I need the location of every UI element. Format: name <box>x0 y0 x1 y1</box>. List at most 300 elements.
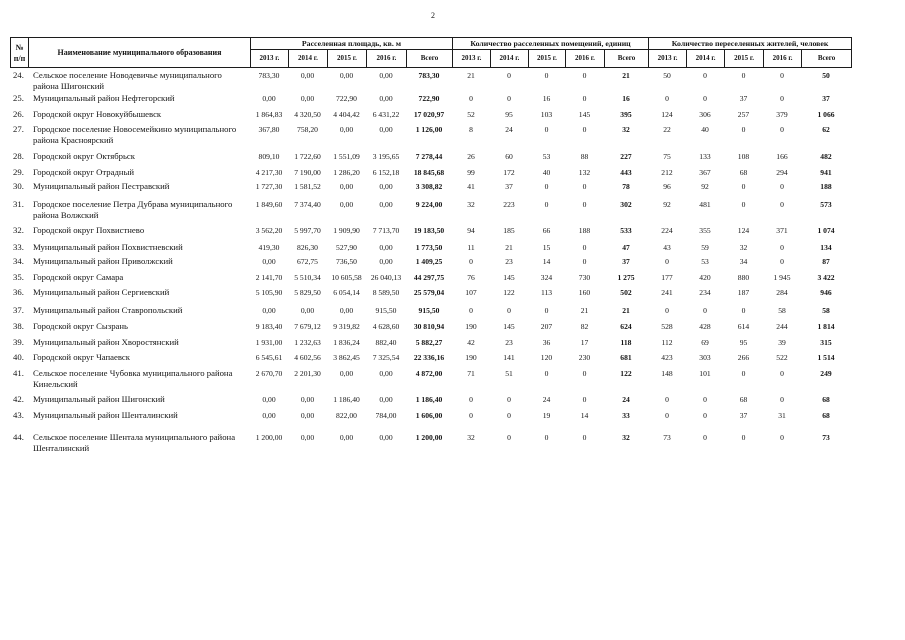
residents-2015-cell: 37 <box>739 93 748 103</box>
area-2016-cell: 0,00 <box>379 199 393 209</box>
residents-2016-cell: 244 <box>776 321 788 331</box>
row-number: 26. <box>13 108 24 119</box>
table-row <box>10 432 851 454</box>
area-2014-cell: 5 997,70 <box>294 225 321 235</box>
area-total-cell: 1 186,40 <box>415 394 443 404</box>
municipality-name-line: Сельское поселение Новодевичье муниципального <box>33 69 222 80</box>
row-number: 39. <box>13 336 24 347</box>
units-total-cell: 16 <box>622 93 630 103</box>
area-2013-cell: 0,00 <box>262 410 276 420</box>
units-total-cell: 32 <box>622 432 630 442</box>
units-total-cell: 78 <box>622 181 630 191</box>
area-total-cell: 19 183,50 <box>413 225 445 235</box>
municipality-name <box>28 368 250 390</box>
units-2014-cell: 0 <box>507 70 511 80</box>
residents-2013-cell: 73 <box>663 432 671 442</box>
units-2015-cell: 24 <box>542 394 551 404</box>
area-total-cell: 783,30 <box>418 70 440 80</box>
units-2016-cell: 0 <box>582 199 587 209</box>
area-total-header: Всего <box>407 50 453 68</box>
municipality-name-line: Муниципальный район Похвистневский <box>33 241 183 252</box>
residents-2013-cell: 112 <box>661 337 673 347</box>
area-2016-cell: 6 152,18 <box>372 167 400 177</box>
units-2015-cell: 0 <box>544 432 549 442</box>
residents-total-cell: 188 <box>820 181 832 191</box>
units-2013-cell: 0 <box>469 410 473 420</box>
units-2013-cell: 11 <box>467 242 475 252</box>
units-total-cell: 443 <box>620 167 632 177</box>
area-2015-cell: 0,00 <box>339 368 354 378</box>
area-2015-cell: 0,00 <box>339 199 354 209</box>
units-2015-cell: 36 <box>542 337 551 347</box>
residents-2014-cell: 133 <box>699 151 711 161</box>
units-total-cell: 533 <box>620 225 632 235</box>
residents-2015-cell: 95 <box>739 337 748 347</box>
units-2014-cell: 24 <box>505 124 513 134</box>
units-2015-cell: 15 <box>542 242 551 252</box>
units-2014-cell: 21 <box>505 242 513 252</box>
units-2014-cell: 141 <box>503 352 515 362</box>
municipality-name <box>28 394 250 405</box>
residents-2014-cell: 59 <box>701 242 709 252</box>
municipality-name <box>28 337 250 348</box>
residents-2016-cell: 166 <box>776 151 788 161</box>
units-2015-cell: 0 <box>544 199 549 209</box>
residents-2014-header: 2014 г. <box>687 50 725 68</box>
units-2014-cell: 51 <box>505 368 513 378</box>
area-2014-cell: 0,00 <box>300 70 315 80</box>
units-2014-cell: 145 <box>503 321 515 331</box>
residents-2015-cell: 0 <box>741 305 746 315</box>
residents-total-cell: 134 <box>820 242 832 252</box>
residents-2015-cell: 0 <box>741 432 746 442</box>
municipality-name-line: Муниципальный район Шигонский <box>33 393 165 404</box>
row-number: 28. <box>13 150 24 161</box>
table-row <box>10 368 851 390</box>
units-2013-cell: 32 <box>467 432 475 442</box>
units-2013-cell: 190 <box>465 352 477 362</box>
area-2014-cell: 0,00 <box>300 394 315 404</box>
residents-group-header: Количество переселенных жителей, человек <box>649 38 852 50</box>
residents-2016-cell: 0 <box>780 70 784 80</box>
units-2013-cell: 0 <box>469 93 473 103</box>
residents-2016-cell: 0 <box>780 93 784 103</box>
area-2016-cell: 8 589,50 <box>372 287 400 297</box>
table-row <box>10 352 851 363</box>
units-total-cell: 624 <box>620 321 632 331</box>
area-2015-cell: 0,00 <box>339 432 354 442</box>
area-2014-cell: 672,75 <box>297 256 318 266</box>
area-total-cell: 25 579,04 <box>413 287 445 297</box>
residents-2013-cell: 148 <box>661 368 673 378</box>
area-2015-cell: 6 054,14 <box>333 287 360 297</box>
page-number: 2 <box>431 11 435 20</box>
municipality-name <box>28 151 250 162</box>
row-number: 35. <box>13 271 24 282</box>
units-2016-cell: 0 <box>582 181 587 191</box>
units-2014-cell: 0 <box>507 432 511 442</box>
residents-total-cell: 58 <box>822 305 830 315</box>
residents-2015-cell: 34 <box>739 256 748 266</box>
municipality-name-line: Муниципальный район Хворостянский <box>33 336 179 347</box>
area-total-cell: 9 224,00 <box>415 199 443 209</box>
table-row <box>10 321 851 332</box>
municipality-name <box>28 352 250 363</box>
area-2013-cell: 0,00 <box>262 305 276 315</box>
municipality-name-line: Кинельский <box>33 378 78 389</box>
area-total-cell: 4 872,00 <box>415 368 443 378</box>
residents-2016-cell: 371 <box>776 225 788 235</box>
number-column-header <box>11 38 29 68</box>
residents-total-cell: 941 <box>820 167 832 177</box>
residents-2013-cell: 0 <box>665 256 669 266</box>
residents-2016-cell: 0 <box>780 368 784 378</box>
area-2014-header: 2014 г. <box>289 50 328 68</box>
area-2013-cell: 0,00 <box>262 256 276 266</box>
table-row <box>10 225 851 236</box>
area-2013-cell: 2 141,70 <box>255 272 283 282</box>
units-total-header: Всего <box>605 50 649 68</box>
units-2015-cell: 113 <box>540 287 553 297</box>
number-symbol: № <box>15 42 24 52</box>
municipality-name-line: Муниципальный район Нефтегорский <box>33 92 175 103</box>
units-2016-cell: 230 <box>578 352 591 362</box>
residents-2016-cell: 0 <box>780 432 784 442</box>
area-2016-cell: 7 325,54 <box>372 352 400 362</box>
municipality-name <box>28 225 250 236</box>
units-2015-cell: 207 <box>540 321 553 331</box>
residents-2015-cell: 0 <box>741 368 746 378</box>
residents-total-cell: 573 <box>820 199 832 209</box>
area-2016-cell: 0,00 <box>379 394 393 404</box>
units-2015-cell: 324 <box>540 272 553 282</box>
residents-2016-cell: 31 <box>778 410 786 420</box>
table-row <box>10 272 851 283</box>
units-total-cell: 37 <box>622 256 630 266</box>
municipality-name <box>28 167 250 178</box>
units-2013-cell: 21 <box>467 70 475 80</box>
area-2016-cell: 4 628,60 <box>372 321 400 331</box>
residents-2016-cell: 0 <box>780 199 784 209</box>
residents-total-cell: 482 <box>820 151 832 161</box>
area-2015-cell: 3 862,45 <box>333 352 360 362</box>
table-row <box>10 242 851 253</box>
residents-total-cell: 3 422 <box>817 272 835 282</box>
row-number: 34. <box>13 255 24 266</box>
residents-2016-cell: 522 <box>776 352 788 362</box>
units-2013-header: 2013 г. <box>453 50 491 68</box>
area-2016-cell: 784,00 <box>375 410 397 420</box>
table-row <box>10 287 851 298</box>
residents-2013-cell: 177 <box>661 272 673 282</box>
table-row <box>10 70 851 92</box>
units-2016-cell: 730 <box>578 272 591 282</box>
residents-2016-cell: 0 <box>780 124 784 134</box>
municipality-name-line: Городское поселение Новосемейкино муниципального <box>33 123 237 134</box>
units-2015-cell: 0 <box>544 305 549 315</box>
area-2014-cell: 1 722,60 <box>294 151 321 161</box>
residents-2013-cell: 92 <box>663 199 671 209</box>
area-total-cell: 22 336,16 <box>413 352 445 362</box>
units-2013-cell: 94 <box>467 225 475 235</box>
area-2013-header: 2013 г. <box>251 50 289 68</box>
residents-total-cell: 1 066 <box>817 109 835 119</box>
municipality-name-line: Городской округ Октябрьск <box>33 150 135 161</box>
units-2016-cell: 145 <box>578 109 591 119</box>
municipality-name-line: Городской округ Новокуйбышевск <box>33 108 162 119</box>
units-2015-cell: 16 <box>542 93 551 103</box>
area-total-cell: 30 810,94 <box>413 321 445 331</box>
area-total-cell: 1 126,00 <box>415 124 443 134</box>
units-total-cell: 21 <box>622 305 630 315</box>
units-2014-cell: 0 <box>507 93 511 103</box>
area-2013-cell: 783,30 <box>258 70 280 80</box>
units-2014-cell: 172 <box>503 167 515 177</box>
municipality-name <box>28 321 250 332</box>
area-total-cell: 722,90 <box>418 93 440 103</box>
row-number: 29. <box>13 166 24 177</box>
row-number: 27. <box>13 123 24 134</box>
area-total-cell: 1 200,00 <box>415 432 443 442</box>
residents-2014-cell: 367 <box>699 167 711 177</box>
municipality-name-line: района Шигонский <box>33 80 104 91</box>
area-2016-cell: 3 195,65 <box>372 151 400 161</box>
area-2014-cell: 2 201,30 <box>294 368 321 378</box>
area-2013-cell: 1 864,83 <box>255 109 283 119</box>
residents-2014-cell: 0 <box>703 410 707 420</box>
units-2016-cell: 14 <box>580 410 589 420</box>
units-2013-cell: 0 <box>469 305 473 315</box>
units-2015-cell: 103 <box>540 109 553 119</box>
residents-total-cell: 249 <box>820 368 832 378</box>
area-total-cell: 5 882,27 <box>415 337 443 347</box>
residents-total-cell: 87 <box>822 256 830 266</box>
residents-2014-cell: 53 <box>701 256 709 266</box>
residents-2014-cell: 420 <box>699 272 711 282</box>
area-2016-cell: 0,00 <box>379 181 393 191</box>
area-2013-cell: 1 200,00 <box>255 432 283 442</box>
residents-total-cell: 68 <box>822 410 830 420</box>
area-2015-cell: 1 836,24 <box>333 337 360 347</box>
residents-total-cell: 1 514 <box>817 352 835 362</box>
residents-2016-cell: 1 945 <box>773 272 791 282</box>
area-2015-cell: 0,00 <box>339 124 354 134</box>
residents-2013-cell: 212 <box>661 167 673 177</box>
units-2013-cell: 76 <box>467 272 475 282</box>
area-2015-cell: 1 551,09 <box>333 151 360 161</box>
residents-total-header: Всего <box>802 50 852 68</box>
area-2016-cell: 0,00 <box>379 242 393 252</box>
table-row <box>10 394 851 405</box>
row-number: 32. <box>13 224 24 235</box>
area-2016-cell: 26 040,13 <box>370 272 402 282</box>
residents-2015-cell: 266 <box>737 352 750 362</box>
residents-2016-cell: 294 <box>776 167 788 177</box>
area-2015-cell: 822,00 <box>336 410 357 420</box>
area-2014-cell: 0,00 <box>300 432 315 442</box>
residents-2014-cell: 0 <box>703 394 707 404</box>
area-2016-cell: 0,00 <box>379 70 393 80</box>
row-number: 25. <box>13 92 24 103</box>
units-2014-cell: 60 <box>505 151 513 161</box>
residents-total-cell: 946 <box>820 287 832 297</box>
units-2016-cell: 188 <box>578 225 591 235</box>
units-2014-cell: 122 <box>503 287 515 297</box>
municipality-name-line: Муниципальный район Приволжский <box>33 255 173 266</box>
area-2013-cell: 1 931,00 <box>255 337 283 347</box>
residents-2014-cell: 92 <box>701 181 709 191</box>
municipality-name-line: Муниципальный район Пестравский <box>33 180 170 191</box>
area-2015-cell: 0,00 <box>339 181 354 191</box>
units-2014-cell: 23 <box>505 337 513 347</box>
units-2016-cell: 132 <box>578 167 591 177</box>
units-2014-cell: 95 <box>505 109 513 119</box>
area-2016-cell: 0,00 <box>379 93 393 103</box>
area-total-cell: 18 845,68 <box>413 167 445 177</box>
units-2015-cell: 120 <box>540 352 553 362</box>
units-2014-cell: 0 <box>507 394 511 404</box>
residents-2014-cell: 306 <box>699 109 711 119</box>
table-row <box>10 199 851 221</box>
table-row <box>10 109 851 120</box>
units-2016-cell: 0 <box>582 242 587 252</box>
area-total-cell: 7 278,44 <box>415 151 443 161</box>
residents-2015-cell: 68 <box>739 394 748 404</box>
units-2016-cell: 0 <box>582 256 587 266</box>
units-total-cell: 395 <box>620 109 632 119</box>
units-total-cell: 32 <box>622 124 630 134</box>
units-2013-cell: 190 <box>465 321 477 331</box>
area-2013-cell: 1 849,60 <box>255 199 283 209</box>
area-2016-cell: 0,00 <box>379 368 393 378</box>
residents-2014-cell: 0 <box>703 305 707 315</box>
area-2016-header: 2016 г. <box>367 50 407 68</box>
table-row <box>10 124 851 146</box>
area-2014-cell: 5 510,34 <box>294 272 321 282</box>
area-2016-cell: 0,00 <box>379 432 393 442</box>
units-2014-cell: 223 <box>503 199 515 209</box>
residents-2015-cell: 68 <box>739 167 748 177</box>
residents-2015-cell: 0 <box>741 199 746 209</box>
residents-2013-cell: 43 <box>663 242 671 252</box>
units-total-cell: 21 <box>622 70 630 80</box>
municipality-name-line: Сельское поселение Шентала муниципального района <box>33 431 236 442</box>
units-total-cell: 118 <box>620 337 632 347</box>
row-number: 38. <box>13 320 24 331</box>
residents-2015-header: 2015 г. <box>725 50 764 68</box>
area-2014-cell: 7 374,40 <box>294 199 321 209</box>
residents-total-cell: 50 <box>822 70 830 80</box>
municipality-name-line: Городской округ Отрадный <box>33 166 135 177</box>
area-2013-cell: 0,00 <box>262 394 276 404</box>
area-2016-cell: 915,50 <box>375 305 397 315</box>
residents-2016-cell: 39 <box>778 337 786 347</box>
municipality-name-line: Городской округ Сызрань <box>33 320 129 331</box>
row-number: 42. <box>13 393 24 404</box>
municipality-name <box>28 432 250 454</box>
residents-2015-cell: 124 <box>737 225 750 235</box>
area-2013-cell: 5 105,90 <box>255 287 283 297</box>
units-2014-cell: 185 <box>503 225 515 235</box>
units-2015-cell: 66 <box>542 225 551 235</box>
area-2014-cell: 0,00 <box>300 410 315 420</box>
residents-2015-cell: 108 <box>737 151 750 161</box>
area-2014-cell: 758,20 <box>297 124 318 134</box>
units-2014-header: 2014 г. <box>491 50 529 68</box>
units-total-cell: 47 <box>622 242 630 252</box>
area-2015-cell: 736,50 <box>336 256 357 266</box>
area-2015-cell: 9 319,82 <box>333 321 360 331</box>
municipality-column-header: Наименование муниципального образования <box>29 38 251 68</box>
municipality-name-line: Городской округ Похвистнево <box>33 224 145 235</box>
residents-2016-cell: 0 <box>780 181 784 191</box>
area-2015-cell: 10 605,58 <box>331 272 362 282</box>
units-total-cell: 502 <box>620 287 632 297</box>
area-2015-header: 2015 г. <box>328 50 367 68</box>
units-2016-cell: 88 <box>580 151 589 161</box>
area-2013-cell: 367,80 <box>258 124 280 134</box>
municipality-name-line: Городской округ Самара <box>33 271 124 282</box>
area-2014-cell: 5 829,50 <box>294 287 321 297</box>
area-2013-cell: 4 217,30 <box>255 167 283 177</box>
residents-2016-header: 2016 г. <box>764 50 802 68</box>
units-total-cell: 302 <box>620 199 632 209</box>
area-2016-cell: 6 431,22 <box>372 109 400 119</box>
residents-total-cell: 1 074 <box>817 225 835 235</box>
row-number: 33. <box>13 241 24 252</box>
table-row <box>10 410 851 421</box>
residents-2015-cell: 0 <box>741 124 746 134</box>
units-2015-cell: 19 <box>542 410 551 420</box>
area-2014-cell: 0,00 <box>300 93 315 103</box>
units-2016-cell: 0 <box>582 432 587 442</box>
municipality-name <box>28 287 250 298</box>
residents-2014-cell: 355 <box>699 225 711 235</box>
residents-total-cell: 73 <box>822 432 830 442</box>
residents-2013-cell: 22 <box>663 124 671 134</box>
residents-2014-cell: 481 <box>699 199 711 209</box>
municipality-name <box>28 124 250 146</box>
residents-total-cell: 37 <box>822 93 830 103</box>
units-2013-cell: 52 <box>467 109 475 119</box>
municipality-name-line: Городское поселение Петра Дубрава муниципального <box>33 198 233 209</box>
table-row <box>10 93 851 104</box>
residents-2016-cell: 0 <box>780 394 784 404</box>
area-2015-cell: 1 286,20 <box>333 167 360 177</box>
area-2013-cell: 0,00 <box>262 93 276 103</box>
row-number: 37. <box>13 304 24 315</box>
area-2013-cell: 9 183,40 <box>255 321 283 331</box>
residents-2015-cell: 0 <box>741 70 746 80</box>
residents-2014-cell: 101 <box>699 368 711 378</box>
table-row <box>10 305 851 316</box>
residents-2013-cell: 75 <box>663 151 671 161</box>
area-2014-cell: 7 679,12 <box>294 321 321 331</box>
residents-2015-cell: 880 <box>737 272 750 282</box>
residents-total-cell: 62 <box>822 124 830 134</box>
area-group-header: Расселенная площадь, кв. м <box>251 38 453 50</box>
residents-2013-cell: 0 <box>665 93 669 103</box>
municipality-name-line: Городской округ Чапаевск <box>33 351 131 362</box>
area-2015-cell: 1 186,40 <box>333 394 360 404</box>
residents-2014-cell: 0 <box>703 432 707 442</box>
area-2013-cell: 809,10 <box>258 151 280 161</box>
units-total-cell: 33 <box>622 410 630 420</box>
area-2014-cell: 1 232,63 <box>294 337 321 347</box>
units-2015-cell: 40 <box>542 167 551 177</box>
municipality-name <box>28 93 250 104</box>
area-2015-cell: 1 909,90 <box>333 225 360 235</box>
